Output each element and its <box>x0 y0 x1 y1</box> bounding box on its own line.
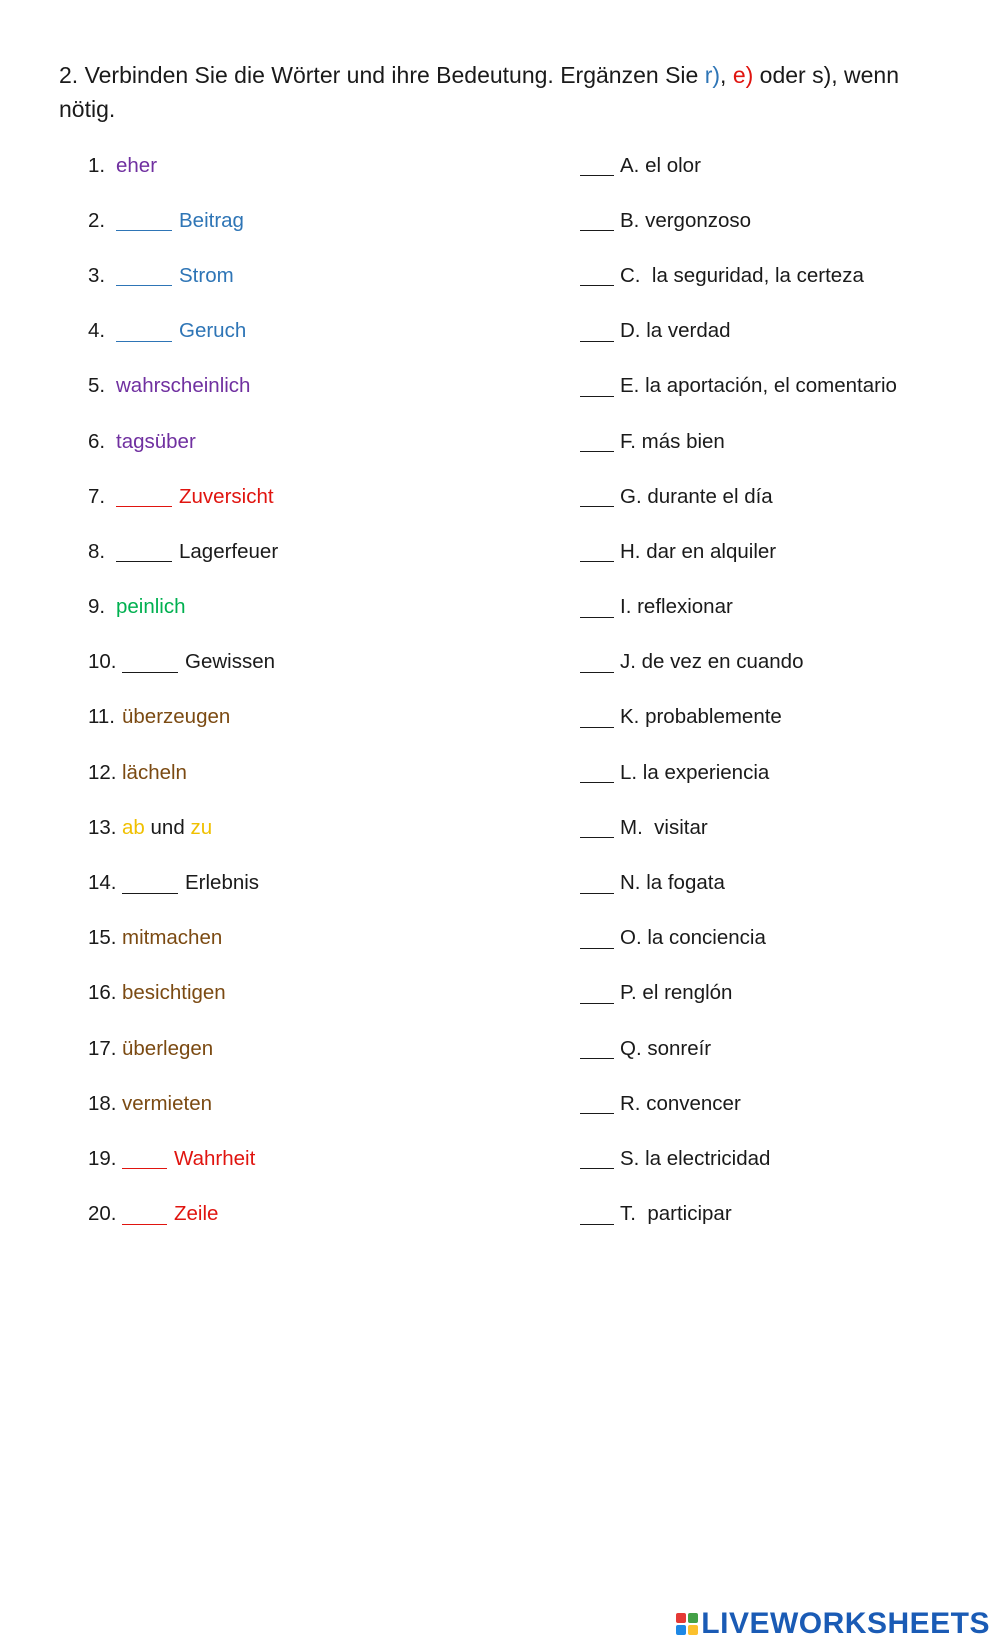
item-number: 14. <box>88 871 117 895</box>
item-number: 5. <box>88 374 106 398</box>
article-blank[interactable] <box>116 230 172 231</box>
list-item[interactable] <box>580 469 897 524</box>
answer-blank[interactable] <box>580 396 614 397</box>
list-item[interactable] <box>88 469 278 524</box>
answer-blank[interactable] <box>580 1168 614 1169</box>
meaning-text: N. la fogata <box>620 871 725 895</box>
item-number: 7. <box>88 484 106 508</box>
german-word: lächeln <box>122 760 187 784</box>
article-blank[interactable] <box>116 341 172 342</box>
meaning-text: L. la experiencia <box>620 760 770 784</box>
answer-blank[interactable] <box>580 837 614 838</box>
answer-blank[interactable] <box>580 506 614 507</box>
list-item[interactable] <box>580 635 897 690</box>
answer-blank[interactable] <box>580 1113 614 1114</box>
item-number: 10. <box>88 650 117 674</box>
list-item <box>88 690 278 745</box>
list-item[interactable] <box>580 745 897 800</box>
meaning-text: D. la verdad <box>620 319 731 343</box>
article-blank[interactable] <box>122 1168 167 1169</box>
item-number: 16. <box>88 981 117 1005</box>
item-number: 9. <box>88 595 106 619</box>
list-item <box>88 1076 278 1131</box>
item-number: 1. <box>88 153 106 177</box>
list-item <box>88 580 278 635</box>
answer-blank[interactable] <box>580 727 614 728</box>
list-item[interactable] <box>580 248 897 303</box>
answer-blank[interactable] <box>580 782 614 783</box>
german-word: und <box>150 815 185 839</box>
german-word: überlegen <box>122 1036 214 1060</box>
list-item[interactable] <box>580 138 897 193</box>
article-blank[interactable] <box>122 672 178 673</box>
meaning-text: P. el renglón <box>620 981 733 1005</box>
german-word: Lagerfeuer <box>179 539 279 563</box>
list-item <box>88 966 278 1021</box>
item-number: 11. <box>88 705 115 729</box>
article-blank[interactable] <box>122 893 178 894</box>
meaning-text: H. dar en alquiler <box>620 539 777 563</box>
list-item <box>88 745 278 800</box>
german-word: eher <box>116 153 158 177</box>
list-item[interactable] <box>88 635 278 690</box>
meaning-text: O. la conciencia <box>620 926 766 950</box>
meaning-text: C. la seguridad, la certeza <box>620 263 864 287</box>
list-item[interactable] <box>88 304 278 359</box>
answer-blank[interactable] <box>580 561 614 562</box>
list-item[interactable] <box>580 580 897 635</box>
list-item[interactable] <box>580 1021 897 1076</box>
german-word: tagsüber <box>116 429 196 453</box>
list-item[interactable] <box>88 1131 278 1186</box>
meaning-text: E. la aportación, el comentario <box>620 374 897 398</box>
german-word: wahrscheinlich <box>116 374 251 398</box>
instruction-e-label: e) <box>732 62 754 88</box>
list-item[interactable] <box>88 524 278 579</box>
item-number: 12. <box>88 760 117 784</box>
instruction-r-label: r) <box>704 62 721 88</box>
german-word: Zuversicht <box>179 484 274 508</box>
item-number: 3. <box>88 263 106 287</box>
logo-text: LIVEWORKSHEETS <box>701 1607 990 1640</box>
item-number: 17. <box>88 1036 117 1060</box>
item-number: 13. <box>88 815 117 839</box>
german-word: vermieten <box>122 1091 213 1115</box>
answer-blank[interactable] <box>580 1003 614 1004</box>
item-number: 15. <box>88 926 117 950</box>
german-word: Strom <box>179 263 234 287</box>
german-word: mitmachen <box>122 926 223 950</box>
german-word: Gewissen <box>185 650 276 674</box>
list-item <box>88 138 278 193</box>
item-number: 6. <box>88 429 106 453</box>
list-item <box>88 911 278 966</box>
list-item[interactable] <box>580 690 897 745</box>
list-item[interactable] <box>88 248 278 303</box>
list-item[interactable] <box>580 800 897 855</box>
meaning-text: I. reflexionar <box>620 595 733 619</box>
german-word: peinlich <box>116 595 186 619</box>
liveworksheets-logo <box>676 1607 990 1641</box>
meaning-text: M. visitar <box>620 815 708 839</box>
meaning-text: Q. sonreír <box>620 1036 712 1060</box>
answer-blank[interactable] <box>580 1058 614 1059</box>
german-word: besichtigen <box>122 981 226 1005</box>
german-word: ab <box>122 815 145 839</box>
list-item[interactable] <box>580 1131 897 1186</box>
answer-blank[interactable] <box>580 672 614 673</box>
list-item[interactable] <box>88 1187 278 1242</box>
list-item[interactable] <box>88 193 278 248</box>
answer-blank[interactable] <box>580 1224 614 1225</box>
meaning-text: F. más bien <box>620 429 725 453</box>
list-item[interactable] <box>580 966 897 1021</box>
list-item[interactable] <box>580 1076 897 1131</box>
list-item[interactable] <box>580 193 897 248</box>
item-number: 8. <box>88 539 106 563</box>
meaning-text: A. el olor <box>620 153 701 177</box>
article-blank[interactable] <box>122 1224 167 1225</box>
german-word: Wahrheit <box>174 1146 256 1170</box>
german-word: Beitrag <box>179 208 244 232</box>
german-word: Erlebnis <box>185 871 260 895</box>
german-word: Geruch <box>179 319 247 343</box>
list-item[interactable] <box>580 304 897 359</box>
item-number: 20. <box>88 1202 117 1226</box>
article-blank[interactable] <box>116 285 172 286</box>
german-word: zu <box>190 815 213 839</box>
list-item <box>88 1021 278 1076</box>
meaning-text: G. durante el día <box>620 484 773 508</box>
list-item <box>88 800 278 855</box>
list-item <box>88 359 278 414</box>
answer-blank[interactable] <box>580 948 614 949</box>
german-word: überzeugen <box>122 705 231 729</box>
meaning-text: K. probablemente <box>620 705 782 729</box>
item-number: 2. <box>88 208 106 232</box>
exercise-instruction <box>59 58 959 126</box>
answer-blank[interactable] <box>580 230 614 231</box>
list-item <box>88 414 278 469</box>
list-item[interactable] <box>580 524 897 579</box>
article-blank[interactable] <box>116 506 172 507</box>
list-item[interactable] <box>580 414 897 469</box>
german-word: Zeile <box>174 1202 219 1226</box>
item-number: 18. <box>88 1091 117 1115</box>
list-item[interactable] <box>580 1187 897 1242</box>
list-item[interactable] <box>580 911 897 966</box>
meaning-text: T. participar <box>620 1202 732 1226</box>
list-item[interactable] <box>88 855 278 910</box>
list-item[interactable] <box>580 855 897 910</box>
answer-blank[interactable] <box>580 341 614 342</box>
answer-blank[interactable] <box>580 285 614 286</box>
answer-blank[interactable] <box>580 451 614 452</box>
list-item[interactable] <box>580 359 897 414</box>
meaning-text: R. convencer <box>620 1091 741 1115</box>
item-number: 4. <box>88 319 106 343</box>
instruction-text: 2. Verbinden Sie die Wörter und ihre Bedeutung. Ergänzen Sie <box>59 62 705 88</box>
meaning-text: B. vergonzoso <box>620 208 752 232</box>
item-number: 19. <box>88 1146 117 1170</box>
answer-blank[interactable] <box>580 617 614 618</box>
instruction-text-after: oder s), wenn nötig. <box>59 62 900 122</box>
answer-blank[interactable] <box>580 893 614 894</box>
german-words-column <box>88 138 278 1242</box>
spanish-meanings-column <box>580 138 897 1242</box>
article-blank[interactable] <box>116 561 172 562</box>
instruction-comma: , <box>720 62 733 88</box>
meaning-text: S. la electricidad <box>620 1146 771 1170</box>
liveworksheets-logo-icon <box>676 1613 698 1635</box>
answer-blank[interactable] <box>580 175 614 176</box>
meaning-text: J. de vez en cuando <box>620 650 804 674</box>
